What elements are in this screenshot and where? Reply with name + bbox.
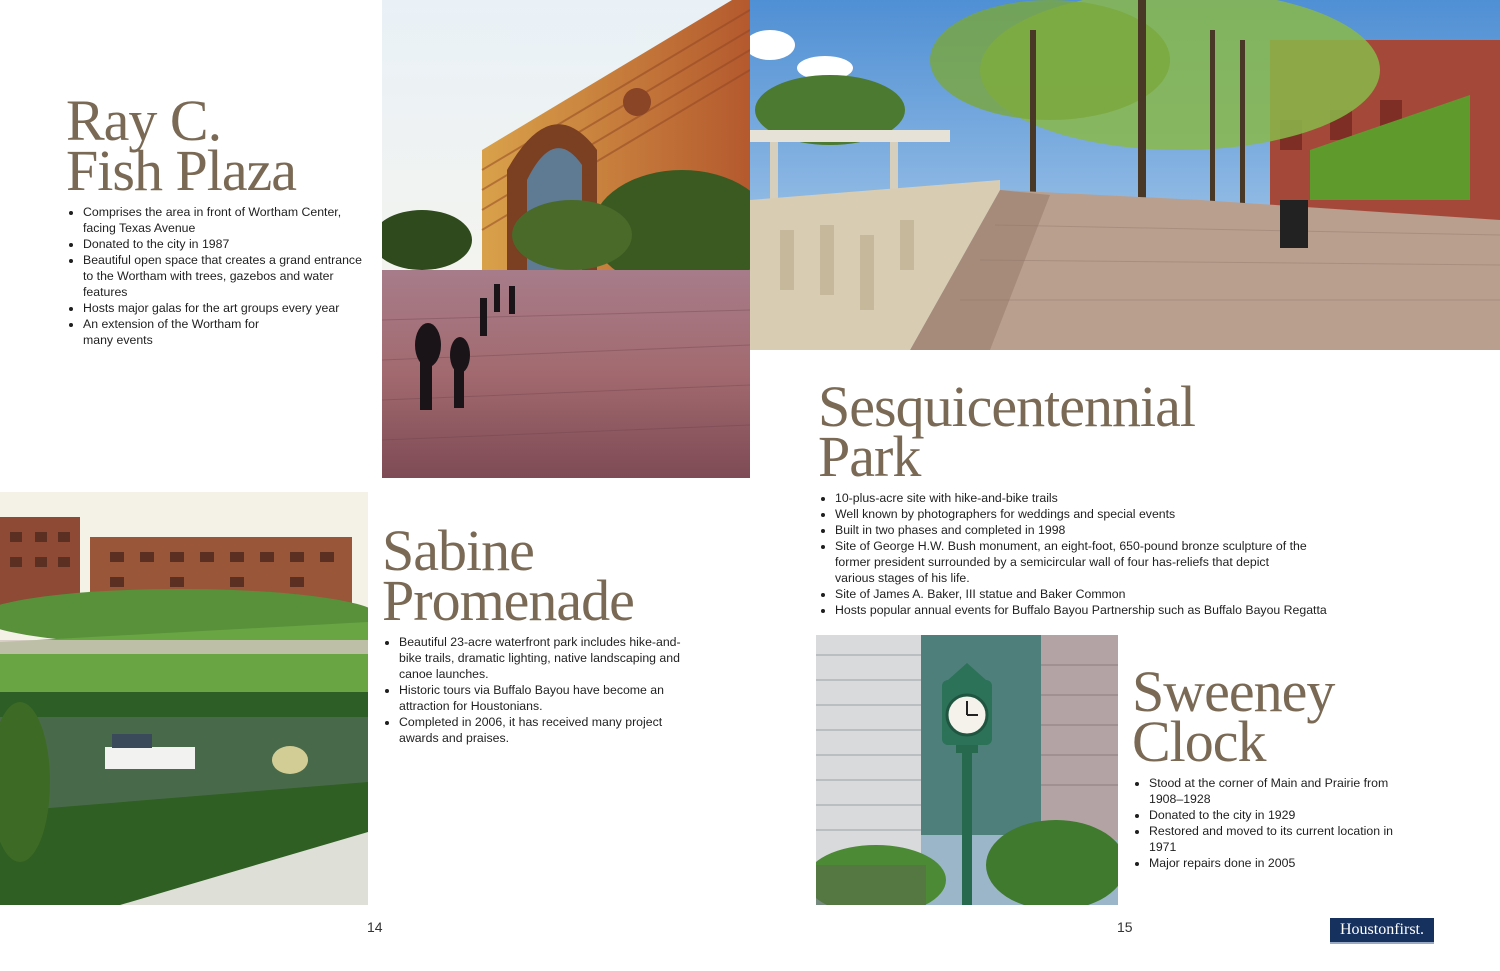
sesquicentennial-park-photo <box>750 0 1500 350</box>
sesquicentennial-title <box>818 374 1338 489</box>
bullet-item: • Site of James A. Baker, III statue and Baker Common <box>835 586 1328 602</box>
sweeney-bullets <box>1132 775 1417 871</box>
sabine-promenade-photo <box>0 492 368 905</box>
bullet-item: • Restored and moved to its current location in 1971 <box>1149 823 1417 855</box>
bullet-item: • Major repairs done in 2005 <box>1149 855 1417 871</box>
sweeney-clock-photo <box>816 635 1118 905</box>
bullet-item: • An extension of the Wortham for many events <box>83 316 371 348</box>
bullet-item: • Built in two phases and completed in 1998 <box>835 522 1328 538</box>
sabine-title <box>382 518 682 633</box>
bullet-item: • Stood at the corner of Main and Prairie from 1908–1928 <box>1149 775 1417 807</box>
title-line: Fish Plaza <box>66 138 297 203</box>
sweeney-section <box>1132 659 1417 871</box>
sesquicentennial-bullets <box>818 490 1338 618</box>
title-line: Sesquicentennial <box>818 374 1196 439</box>
sesquicentennial-section <box>818 374 1338 618</box>
title-line: Promenade <box>382 568 634 633</box>
sabine-section <box>382 518 682 746</box>
bullet-item: • Beautiful 23-acre waterfront park includes hike-and-bike trails, dramatic lighting, native landscaping and canoe launches. <box>399 634 682 682</box>
bullet-item: • Donated to the city in 1929 <box>1149 807 1417 823</box>
bullet-item: • Comprises the area in front of Wortham Center, facing Texas Avenue <box>83 204 371 236</box>
bullet-item: • Site of George H.W. Bush monument, an eight-foot, 650-pound bronze sculpture of the former president surrounded by a semicircular wall of four has-reliefs that depict various stages of his life. <box>835 538 1328 586</box>
title-line: Clock <box>1132 709 1266 774</box>
wortham-center-photo <box>382 0 750 478</box>
page-number-left: 14 <box>367 919 383 935</box>
fish-plaza-bullets <box>66 204 371 348</box>
sabine-bullets <box>382 634 682 746</box>
title-line: Sabine <box>382 518 534 583</box>
bullet-item: • 10-plus-acre site with hike-and-bike trails <box>835 490 1328 506</box>
page-number-right: 15 <box>1117 919 1133 935</box>
fish-plaza-title <box>66 88 371 203</box>
title-line: Ray C. <box>66 88 222 153</box>
bullet-item: • Well known by photographers for weddings and special events <box>835 506 1328 522</box>
bullet-item: • Beautiful open space that creates a grand entrance to the Wortham with trees, gazebos and water features <box>83 252 371 300</box>
sweeney-title <box>1132 659 1417 774</box>
fish-plaza-section <box>66 88 371 348</box>
bullet-item: • Donated to the city in 1987 <box>83 236 371 252</box>
bullet-item: • Hosts major galas for the art groups every year <box>83 300 371 316</box>
title-line: Park <box>818 424 921 489</box>
bullet-item: • Completed in 2006, it has received many project awards and praises. <box>399 714 682 746</box>
bullet-item: • Historic tours via Buffalo Bayou have become an attraction for Houstonians. <box>399 682 682 714</box>
title-line: Sweeney <box>1132 659 1335 724</box>
houstonfirst-logo: Houstonfirst. <box>1330 918 1434 944</box>
bullet-item: • Hosts popular annual events for Buffalo Bayou Partnership such as Buffalo Bayou Regatta <box>835 602 1328 618</box>
